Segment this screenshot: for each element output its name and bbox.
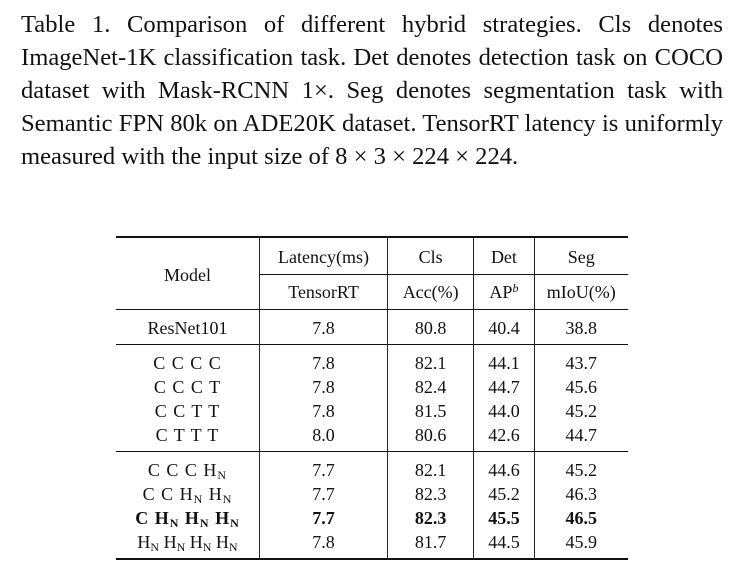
model-h-part: H xyxy=(163,532,177,552)
table-row xyxy=(116,452,628,483)
cell-model: C C T T xyxy=(116,399,260,423)
header-ap-sup: b xyxy=(512,281,519,295)
cell-cls: 81.5 xyxy=(388,399,474,423)
model-h-part: H xyxy=(208,484,223,504)
model-c-part: C xyxy=(135,508,150,528)
model-h-sub: N xyxy=(193,492,204,506)
cell-cls: 80.6 xyxy=(388,423,474,452)
cell-latency: 8.0 xyxy=(260,423,388,452)
cell-seg: 46.5 xyxy=(565,508,598,528)
table-row-best xyxy=(116,506,628,530)
cell-cls: 82.3 xyxy=(388,506,474,530)
model-h-sub: N xyxy=(230,516,240,530)
header-miou: mIoU(%) xyxy=(534,275,628,310)
cell-model xyxy=(116,506,260,530)
header-ap xyxy=(474,275,534,310)
model-h-part: H xyxy=(179,484,194,504)
cell-model xyxy=(116,452,260,483)
table-caption xyxy=(21,8,723,173)
model-h-sub: N xyxy=(176,540,186,554)
cell-det: 44.1 xyxy=(474,345,534,376)
cell-latency: 7.8 xyxy=(260,310,388,345)
header-model: Model xyxy=(116,237,260,310)
model-h-part: H xyxy=(184,508,200,528)
cell-cls: 82.1 xyxy=(388,452,474,483)
cell-det: 44.0 xyxy=(474,399,534,423)
caption-text: Table 1. Comparison of different hybrid strategies. Cls denotes ImageNet-1K classification task. Det denotes detection task on COCO dataset with Mask-RCNN 1×. Seg denotes segmentation task with Semantic FPN 80k on ADE20K dataset. TensorRT latency is uniformly measured with the input size of 8 × 3 × 224 × 224. xyxy=(21,11,723,170)
cell-latency: 7.7 xyxy=(260,482,388,506)
table-row-baseline xyxy=(116,310,628,345)
cell-det: 44.5 xyxy=(474,530,534,559)
cell-cls: 82.4 xyxy=(388,375,474,399)
model-c-part: C C xyxy=(142,484,175,504)
cell-model: C C C C xyxy=(116,345,260,376)
cell-cls: 81.7 xyxy=(388,530,474,559)
cell-latency: 7.8 xyxy=(260,399,388,423)
model-h-part: H xyxy=(203,460,218,480)
cell-model: C T T T xyxy=(116,423,260,452)
cell-seg: 43.7 xyxy=(534,345,628,376)
header-ap-label: AP xyxy=(489,282,513,302)
cell-latency: 7.8 xyxy=(260,345,388,376)
cell-cls: 82.1 xyxy=(388,345,474,376)
cell-det: 42.6 xyxy=(474,423,534,452)
cell-det: 44.7 xyxy=(474,375,534,399)
header-latency: Latency(ms) xyxy=(260,237,388,275)
model-h-sub: N xyxy=(150,540,160,554)
table-row xyxy=(116,345,628,376)
cell-model xyxy=(116,530,260,559)
cell-latency: 7.8 xyxy=(260,375,388,399)
comparison-table xyxy=(116,236,628,560)
model-h-sub: N xyxy=(228,540,238,554)
cell-det: 40.4 xyxy=(474,310,534,345)
header-cls: Cls xyxy=(388,237,474,275)
cell-model xyxy=(116,482,260,506)
cell-det: 44.6 xyxy=(474,452,534,483)
cell-model: C C C T xyxy=(116,375,260,399)
cell-seg: 45.2 xyxy=(534,452,628,483)
cell-latency: 7.7 xyxy=(260,506,388,530)
header-seg: Seg xyxy=(534,237,628,275)
table-row xyxy=(116,423,628,452)
model-h-sub: N xyxy=(222,492,233,506)
cell-cls: 82.3 xyxy=(388,482,474,506)
cell-seg: 44.7 xyxy=(565,425,598,445)
table-row xyxy=(116,399,628,423)
model-h-part: H xyxy=(137,532,151,552)
table-row xyxy=(116,482,628,506)
cell-latency: 7.7 xyxy=(260,452,388,483)
cell-latency: 7.8 xyxy=(260,530,388,559)
cell-seg: 45.9 xyxy=(534,530,628,559)
header-tensorrt: TensorRT xyxy=(260,275,388,310)
header-acc: Acc(%) xyxy=(388,275,474,310)
model-h-sub: N xyxy=(169,516,180,530)
cell-model: ResNet101 xyxy=(116,310,260,345)
model-h-part: H xyxy=(189,532,203,552)
cell-cls: 80.8 xyxy=(388,310,474,345)
model-h-sub: N xyxy=(202,540,212,554)
cell-seg: 38.8 xyxy=(534,310,628,345)
model-c-part: C C C xyxy=(147,460,198,480)
header-det: Det xyxy=(474,237,534,275)
model-h-part: H xyxy=(215,508,231,528)
cell-seg: 46.3 xyxy=(565,484,598,504)
cell-seg: 45.6 xyxy=(565,377,598,397)
table-row xyxy=(116,375,628,399)
model-h-sub: N xyxy=(217,468,228,482)
cell-det: 45.5 xyxy=(474,506,534,530)
cell-det: 45.2 xyxy=(474,482,534,506)
model-h-part: H xyxy=(215,532,229,552)
table-row xyxy=(116,530,628,559)
model-h-sub: N xyxy=(199,516,210,530)
cell-seg: 45.2 xyxy=(565,401,598,421)
model-h-part: H xyxy=(154,508,170,528)
